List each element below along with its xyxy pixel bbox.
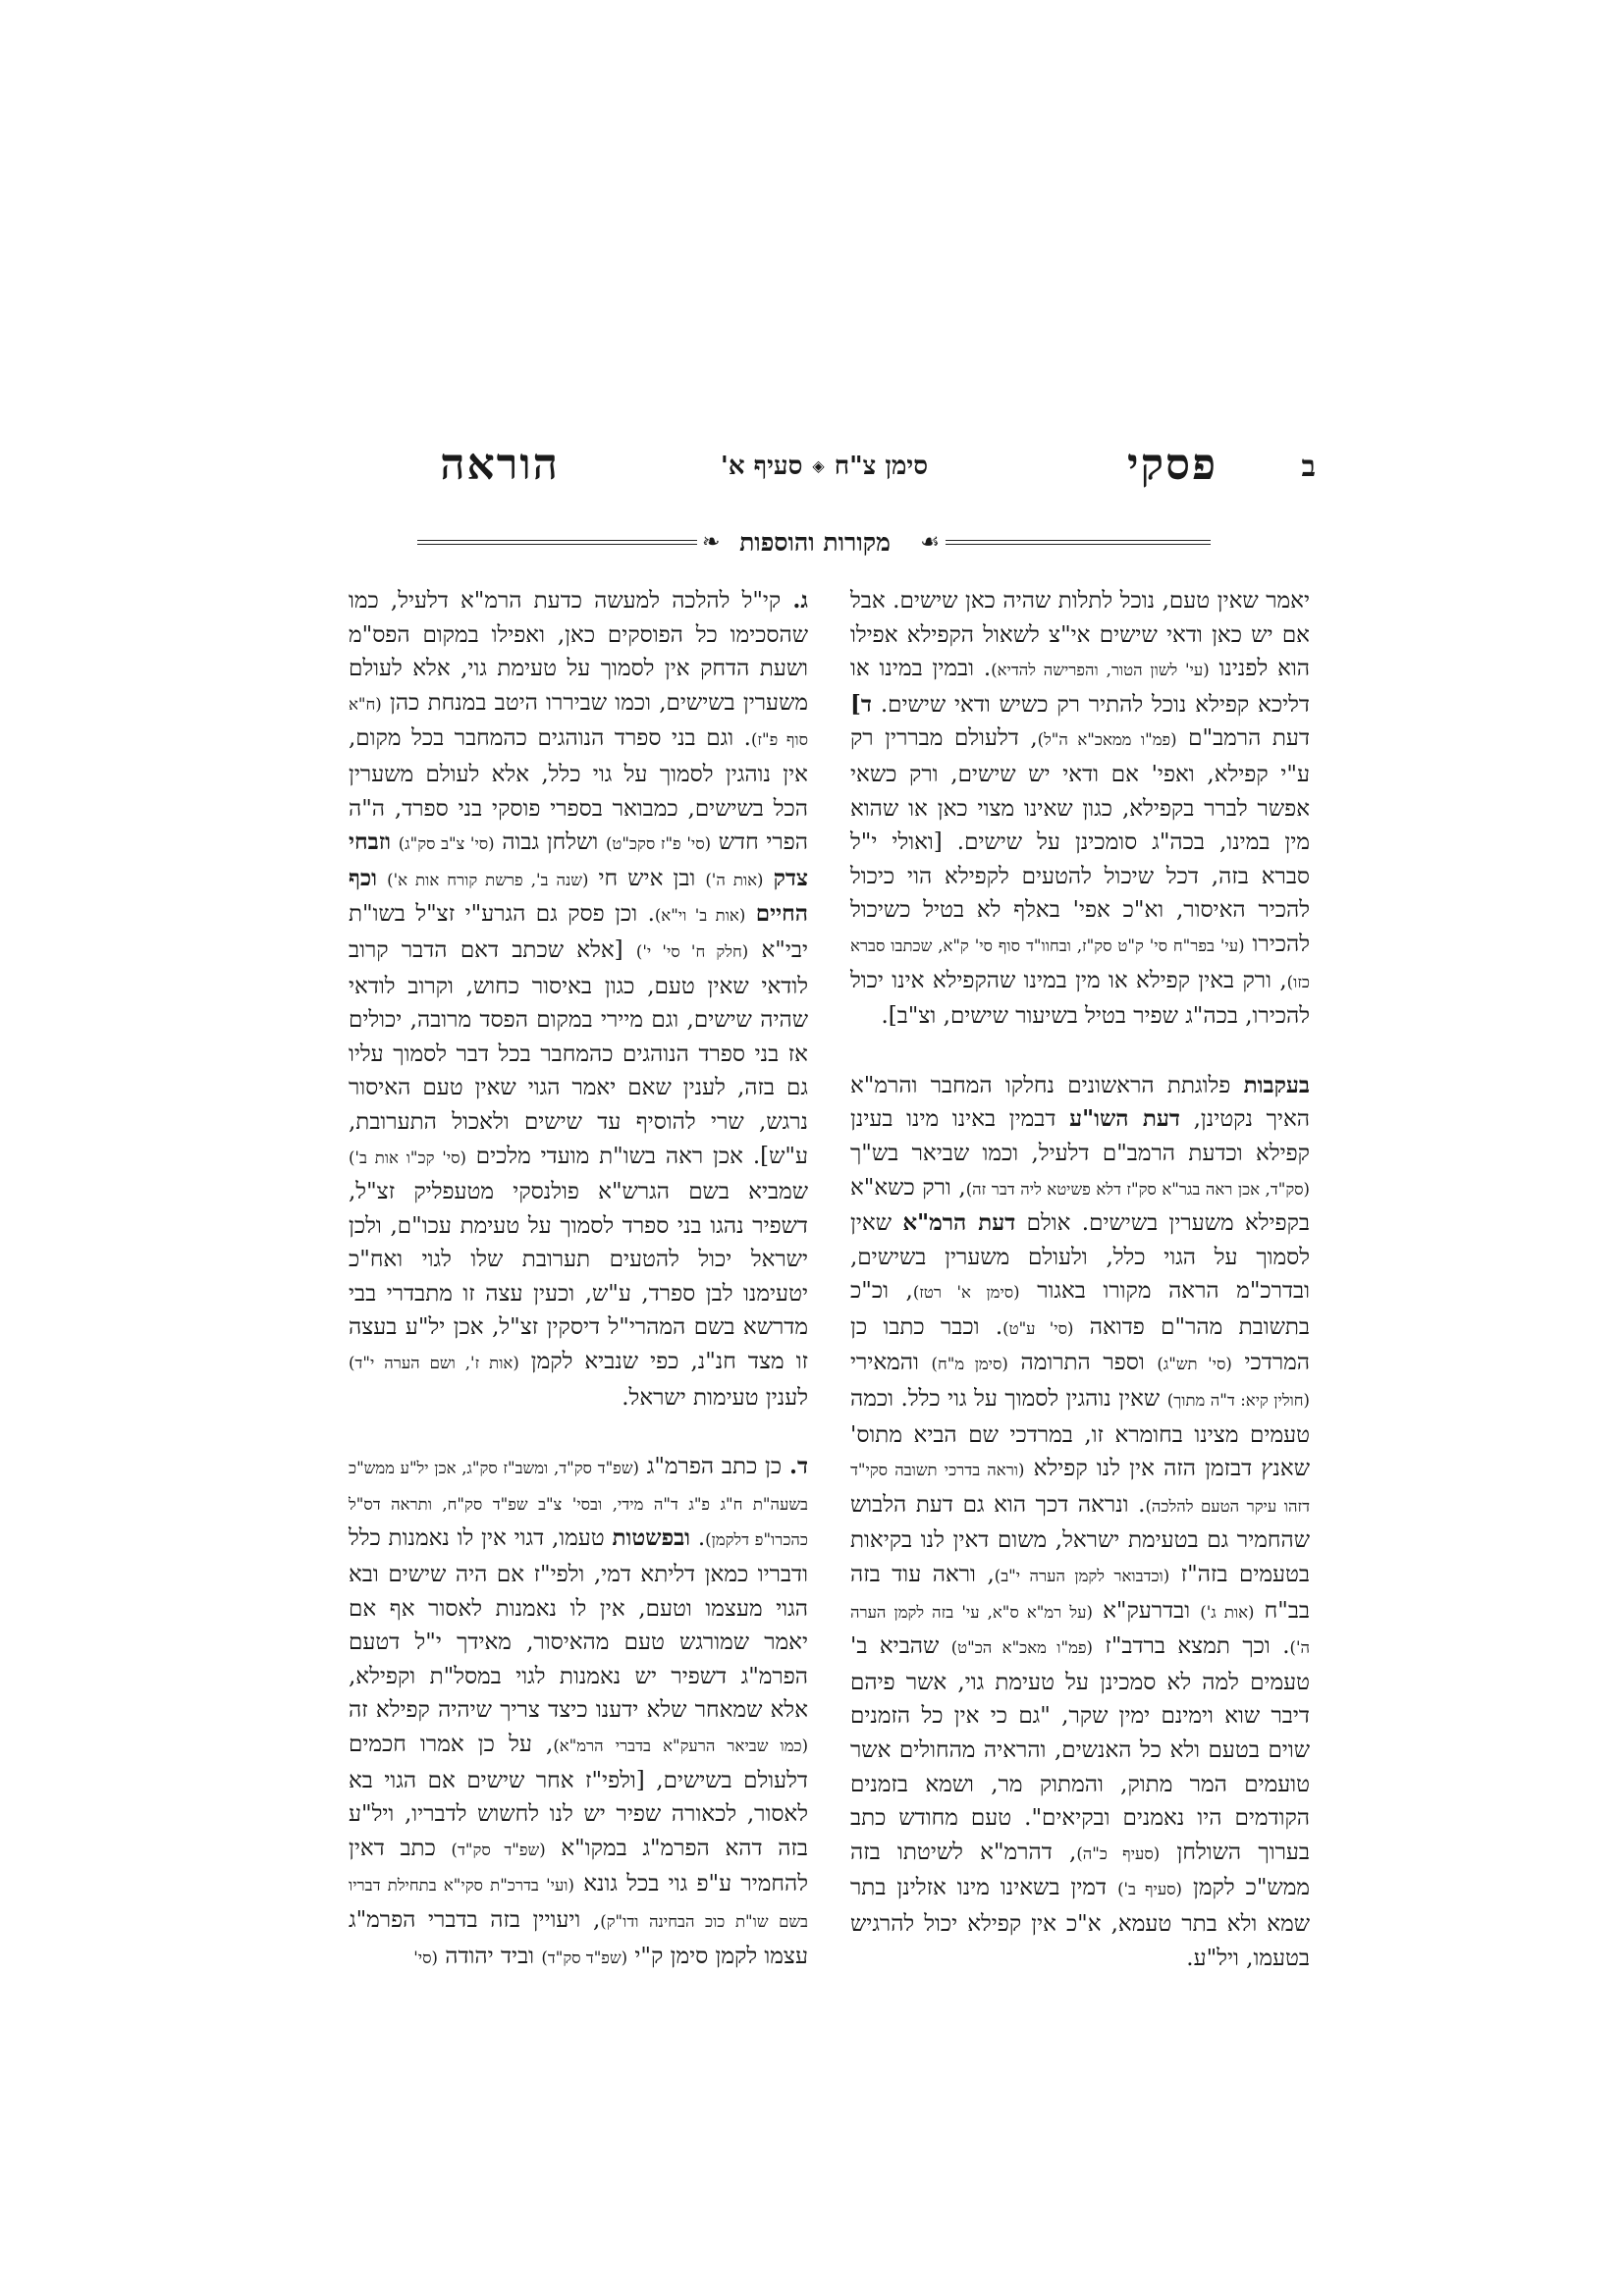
citation-text: (אות ה')	[705, 870, 764, 889]
text-run: .	[690, 1525, 706, 1552]
text-run: , דהרמ"א לשיטתו בזה ממש"כ לקמן	[850, 1839, 1310, 1901]
text-run: , דלעולם מבררין רק ע"י קפילא, ואפי' אם ודאי יש שישים, ורק כשאי אפשר לברר בקפילא, כגון שאינו מצוי כאן או שהוא מין במינו, בכה"ג סומכינן על שישים. [ואולי י"ל סברא בזה, דכל שיכול להטעים לקפילא הוי כיכול להכיר האיסור, וא"כ אפי' באלף לא בטיל כשיכול להכירו	[850, 725, 1310, 957]
citation-text: (אות ב' וי"א)	[654, 906, 746, 926]
text-run: שאין נוהגין לסמוך על גוי כלל. וכמה טעמים מצינו בחומרא זו, במרדכי שם הביא מתוס' שאנץ דבזמן הזה אין לנו קפילא	[850, 1386, 1310, 1482]
citation-text: (עי' לשון הטור, והפרישה להדיא)	[991, 661, 1210, 680]
double-rule-right	[946, 540, 1211, 545]
citation-text: (ועי' בדרכ"ת סקי"א בתחילת דבריו בשם שו"ת כוכ הבחינה ודו"ק)	[349, 1876, 808, 1931]
bold-text: ד.	[788, 1453, 809, 1480]
paragraph	[850, 1069, 1310, 1975]
text-run: ובדרעק"א	[1092, 1597, 1201, 1624]
text-run: . ונראה דכך הוא גם דעת הלבוש שהחמיר גם בטעימת ישראל, משום דאין לנו בקיאות בטעמים בזה"ז	[850, 1491, 1310, 1588]
text-run: . וכבר כתבו כן המרדכי	[850, 1313, 1310, 1376]
book-title-right: פסקי	[1126, 440, 1217, 490]
bold-text: דעת השו"ע	[1069, 1105, 1180, 1133]
text-column-left	[349, 584, 808, 1975]
citation-text: (סי' קכ"ו אות ב')	[349, 1148, 466, 1167]
citation-text: (סימן מ"ח)	[931, 1355, 1008, 1374]
text-run: דעת הרמב"ם	[1176, 725, 1311, 752]
bold-text: וכף החיים	[349, 864, 808, 928]
text-run: דבמין באינו מינו בעינן קפילא וכדעת הרמב"ם דלעיל, וכמו שביאר בש"ך	[850, 1106, 1310, 1166]
bold-text: וזבחי צדק	[349, 828, 808, 891]
bold-text: ד]	[850, 690, 872, 718]
text-run: [אלא שכתב דאם הדבר קרוב לודאי שאין טעם, כגון באיסור כחוש, וקרוב לודאי שהיה שישים, וגם מיירי במקום הפסד מרובה, יכולים אז בני ספרד הנוהגים כהמחבר בכל דבר לסמוך עליו גם בזה, לענין שאם יאמר הגוי שאין טעם האיסור נרגש, שרי להוסיף עד שישים ולאכול התערובת, ע"ש]. אכן ראה בשו"ת מועדי מלכים	[349, 936, 808, 1169]
text-run: שהביא ב' טעמים למה לא סמכינן על טעימת גוי, אשר פיהם דיבר שוא וימינם ימין שקר, "גם כי אין כל הזמנים שוים בטעם ולא כל האנשים, והראיה מהחולים אשר טועמים המר מתוק, והמתוק מר, ושמא בזמנים הקודמים היו נאמנים ובקיאים". טעם מחודש כתב בערוך השולחן	[850, 1633, 1310, 1865]
text-run: כן כתב הפרמ"ג	[638, 1454, 789, 1480]
text-run: קי"ל להלכה למעשה כדעת הרמ"א דלעיל, כמו שהסכימו כל הפוסקים כאן, ואפילו במקום הפס"מ ושעת הדחק אין לסמוך על טעימת גוי, אלא לעולם משערין בשישים, וכמו שביררו היטב במנחת כהן	[349, 588, 808, 716]
citation-text: (סק"ד, אכן ראה בגר"א סק"ז דלא פשיטא ליה דבר זה)	[965, 1179, 1310, 1199]
citation-text: (סי'	[413, 1948, 438, 1967]
citation-text: (סי' פ"ז סקכ"ט)	[605, 834, 712, 854]
citation-text: (פמ"ו מאכ"א הכ"ט)	[950, 1638, 1093, 1658]
bold-text: ובפשטות	[612, 1524, 691, 1552]
citation-text: (כמו שביאר הרעק"א בדברי הרמ"א)	[553, 1736, 808, 1755]
citation-text: (על רמ"א ס"א, עי' בזה לקמן הערה ה')	[850, 1602, 1310, 1658]
bold-text: בעקבות	[1243, 1071, 1310, 1098]
text-run: , ורק באין קפילא או מין במינו שהקפילא אינו יכול להכירו, בכה"ג שפיר בטיל בשיעור שישים, וצ"ב].	[850, 967, 1310, 1030]
section-divider	[417, 528, 1211, 558]
citation-text: (פמ"ו ממאכ"א ה"ל)	[1037, 730, 1177, 750]
citation-text: (וראה בדרכי תשובה סקי"ד דזהו עיקר הטעם להלכה)	[850, 1461, 1310, 1516]
text-run: שמביא בשם הגרש"א פולנסקי מטעפליק זצ"ל, דשפיר נהגו בני ספרד לסמוך על טעימת עכו"ם, ולכן ישראל יכול להטעים תערובת שלו לגוי ואח"כ יטעימנו לבן ספרד, ע"ש, וכעין עצה זו מתבדרי בבי מדרשא בשם המהרי"ל דיסקין זצ"ל, אכן יל"ע בעצה זו מצד חנ"נ, כפי שנביא לקמן	[349, 1179, 808, 1375]
citation-text: (שפ"ד סק"ד, ומשב"ז סק"ג, אכן יל"ע ממש"כ בשעה"ת ח"ג פ"ג ד"ה מידי, ובסי' צ"ב שפ"ד סק"ח, ותראה דס"ל כהכרו"פ דלקמן)	[349, 1459, 808, 1550]
text-column-right	[850, 584, 1310, 1975]
citation-text: (חולין קיא: ד"ה מתוך)	[1166, 1391, 1310, 1411]
paragraph	[349, 584, 808, 1415]
fleuron-right-icon: ☙	[920, 530, 940, 555]
citation-text: (שנה ב', פרשת קורח אות א')	[387, 870, 589, 889]
text-run: יאמר שאין טעם, נוכל לתלות שהיה כאן שישים. אבל אם יש כאן ודאי שישים אי"צ לשאול הקפילא אפילו הוא לפנינו	[850, 588, 1310, 682]
text-run: , על כן אמרו חכמים דלעולם בשישים, [ולפי"ז אחר שישים אם הגוי בא לאסור, לכאורה שפיר יש לנו לחשוש לדבריו, ויל"ע בזה דהא הפרמ"ג במקו"א	[349, 1732, 809, 1861]
text-run: . וכך תמצא ברדב"ז	[1092, 1633, 1290, 1660]
citation-text: (סי' תש"ג)	[1157, 1355, 1232, 1374]
citation-text: (סעיף כ"ה)	[1076, 1843, 1161, 1863]
seif-label: סעיף א'	[720, 452, 803, 481]
diamond-separator-icon: ◈	[812, 456, 825, 475]
text-run: . ובמין במינו או דליכא קפילא נוכל להתיר רק כשיש ודאי שישים.	[850, 656, 1310, 718]
citation-text: (וכדבואר לקמן הערה י"ב)	[994, 1567, 1170, 1586]
citation-text: (חלק ח' סי' י')	[635, 941, 749, 961]
paragraph	[349, 1450, 808, 1975]
double-rule-left	[417, 540, 697, 545]
text-run: והמאירי	[850, 1350, 932, 1376]
bold-text: ג.	[792, 587, 808, 614]
text-run: פלוגתת הראשונים נחלקו המחבר והרמ"א האיך נקטינן,	[850, 1072, 1310, 1133]
citation-text: (סעיף ב')	[1117, 1880, 1182, 1899]
text-run: , ורק כשא"א בקפילא משערין בשישים. אולם	[850, 1174, 1310, 1237]
text-run: כתב דאין להחמיר ע"פ גוי בכל גונא	[349, 1835, 808, 1897]
paragraph	[850, 584, 1310, 1034]
text-run: , ויעויין בזה בדברי הפרמ"ג עצמו לקמן סימן ק"י	[349, 1906, 808, 1969]
text-run: , וכ"כ בתשובת מהר"ם פדואה	[850, 1278, 1310, 1340]
page-number: ב	[1301, 450, 1316, 484]
citation-text: (עי' בפר"ח סי' ק"ט סק"ז, ובחוו"ד סוף סי' ק"א, שכתבו סברא כזו)	[850, 935, 1310, 991]
text-run: , וראה עוד בזה בב"ח	[850, 1562, 1311, 1624]
text-run: שאין לסמוך על הגוי כלל, ולעולם משערין בשישים, ובדרכ"מ הראה מקורו באגור	[850, 1210, 1311, 1305]
citation-text: (שפ"ד סק"ד)	[451, 1840, 546, 1859]
text-run: . וגם בני ספרד הנוהגים כהמחבר בכל מקום, אין נוהגין לסמוך על גוי כלל, אלא לעולם משערין הכל בשישים, כמבואר בספרי פוסקי בני ספרד, ה"ה הפרי חדש	[349, 725, 808, 856]
siman-seif-label	[721, 452, 928, 481]
text-run: . וכן פסק גם הגרע"י זצ"ל בשו"ת יבי"א	[349, 901, 809, 963]
text-run	[745, 901, 755, 927]
citation-text: (סימן א' רטז)	[912, 1283, 1020, 1303]
book-title-left: הוראה	[440, 440, 560, 490]
text-run: וביד יהודה	[437, 1943, 542, 1969]
text-run: לענין טעימות ישראל.	[622, 1384, 808, 1411]
text-run	[391, 829, 399, 855]
citation-text: (אות ז', ושם הערה י"ד)	[349, 1354, 519, 1373]
citation-text: (אות ג')	[1200, 1602, 1255, 1622]
text-run	[763, 866, 773, 891]
text-run: ובן איש חי	[588, 865, 706, 891]
citation-text: (שפ"ד סק"ד)	[541, 1948, 628, 1967]
citation-text: (סי' ע"ט)	[1002, 1318, 1074, 1338]
text-run: דמין בשאינו מינו אזלינן בתר שמא ולא בתר טעמא, א"כ אין קפילא יכול להרגיש בטעמו, ויל"ע.	[850, 1875, 1310, 1971]
text-run	[377, 866, 387, 891]
fleuron-left-icon: ❧	[702, 530, 721, 555]
running-header	[324, 440, 1316, 499]
text-run: טעמו, דגוי אין לו נאמנות כלל ודבריו כמאן דליתא דמי, ולפי"ז אם היה שישים ובא הגוי מעצמו וטעם, אין לו נאמנות לאסור אף אם יאמר שמורגש טעם מהאיסור, מאידך י"ל דטעם הפרמ"ג דשפיר יש נאמנות לגוי במסל"ת וקפילא, אלא שמאחר שלא ידענו כיצד צריך שיהיה קפילא זה	[349, 1525, 808, 1724]
text-run: ושלחן גבוה	[494, 829, 606, 856]
citation-text: (סי' צ"ב סק"ג)	[398, 834, 495, 854]
siman-label: סימן צ"ח	[834, 452, 928, 481]
text-run: וספר התרומה	[1007, 1350, 1158, 1376]
bold-text: דעת הרמ"א	[902, 1209, 1016, 1237]
section-title: מקורות והוספות	[739, 528, 891, 557]
citation-text: (ח"א סוף פ"ז)	[349, 694, 808, 750]
